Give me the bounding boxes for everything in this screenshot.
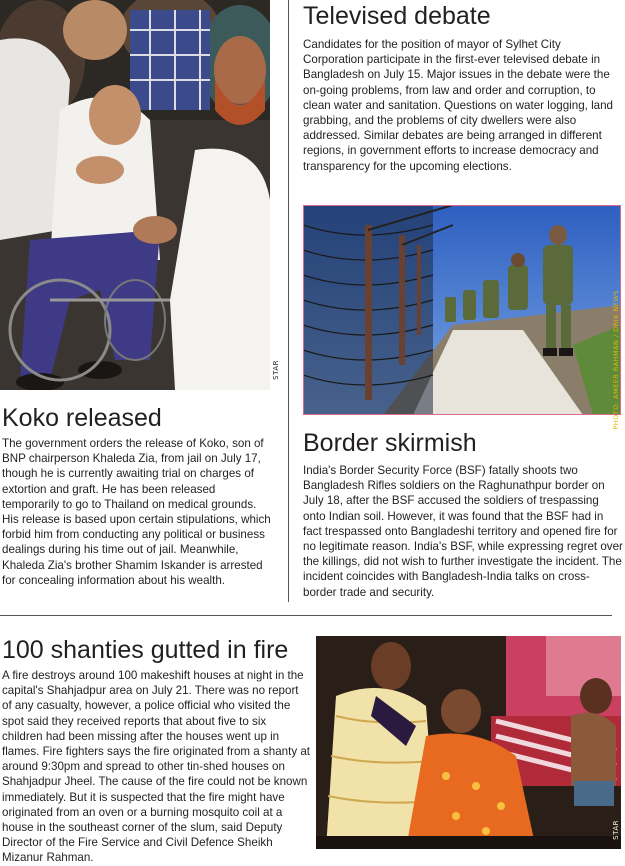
border-headline: Border skirmish (303, 429, 477, 457)
border-photo-credit: PHOTO: AMEER RAHMAN / DRIK NEWS (612, 290, 620, 430)
koko-photo-credit: STAR (272, 360, 280, 380)
koko-body: The government orders the release of Koko, son of BNP chairperson Khaleda Zia, from jail on July 17, though he is currently awaiting trial on charges of extortion and graft. He has been released temporarily to go to Thailand on medical grounds. His release is based upon certain stipulations, which forbid him from conducting any political or business dealings during his time out of jail. Meanwhile, Khaleda Zia's brother Shamim Iskander is arrested for concealing information about his wealth. (2, 437, 271, 587)
border-photo (303, 205, 621, 415)
debate-body: Candidates for the position of mayor of Sylhet City Corporation participate in the first-ever televised debate in Bangladesh on July 15. Major issues in the debate were the on-going problems, from law and order and corruption, to clean water and sanitation. Questions on water logging, land grabbing, and the problems of city dwellers were also addressed. Similar debates are being arranged in different regions, in government efforts to increase democracy and transparency for the upcoming elections. (303, 38, 614, 173)
column-divider (288, 0, 289, 602)
border-body: India's Border Security Force (BSF) fatally shoots two Bangladesh Rifles soldiers on the Raghunathpur border on July 18, after the BSF accused the soldiers of trespassing onto Indian soil. However, it was found that the BSF had in fact trespassed onto Bangladeshi territory and opened fire for no legitimate reason. India's BSF, while expressing regret over the killings, did not wish to further investigate the incident. The incident coincides with Bangladesh-India talks on cross-border trade and security. (303, 464, 623, 599)
fire-headline: 100 shanties gutted in fire (2, 636, 289, 664)
koko-headline: Koko released (2, 404, 162, 432)
koko-photo (0, 0, 270, 390)
debate-headline: Televised debate (303, 2, 491, 30)
fire-photo-credit: STAR (612, 820, 620, 840)
fire-photo (316, 636, 621, 849)
fire-body: A fire destroys around 100 makeshift houses at night in the capital's Shahjadpur area on July 21. There was no report of any casualty, however, a police official who visited the spot said they received reports that about five to six children had been missing after the houses went up in flames. Fire fighters says the fire originated from a shanty at around 9:30pm and spread to other tin-shed houses on Shahjadpur Jheel. The cause of the fire could not be known immediately. But it is suspected that the fire might have originated from an oven or a burning mosquito coil at a house in the southeast corner of the slum, said Deputy Director of the Fire Service and Civil Defence Sheikh Mizanur Rahman. (2, 669, 311, 865)
section-divider (0, 615, 612, 616)
